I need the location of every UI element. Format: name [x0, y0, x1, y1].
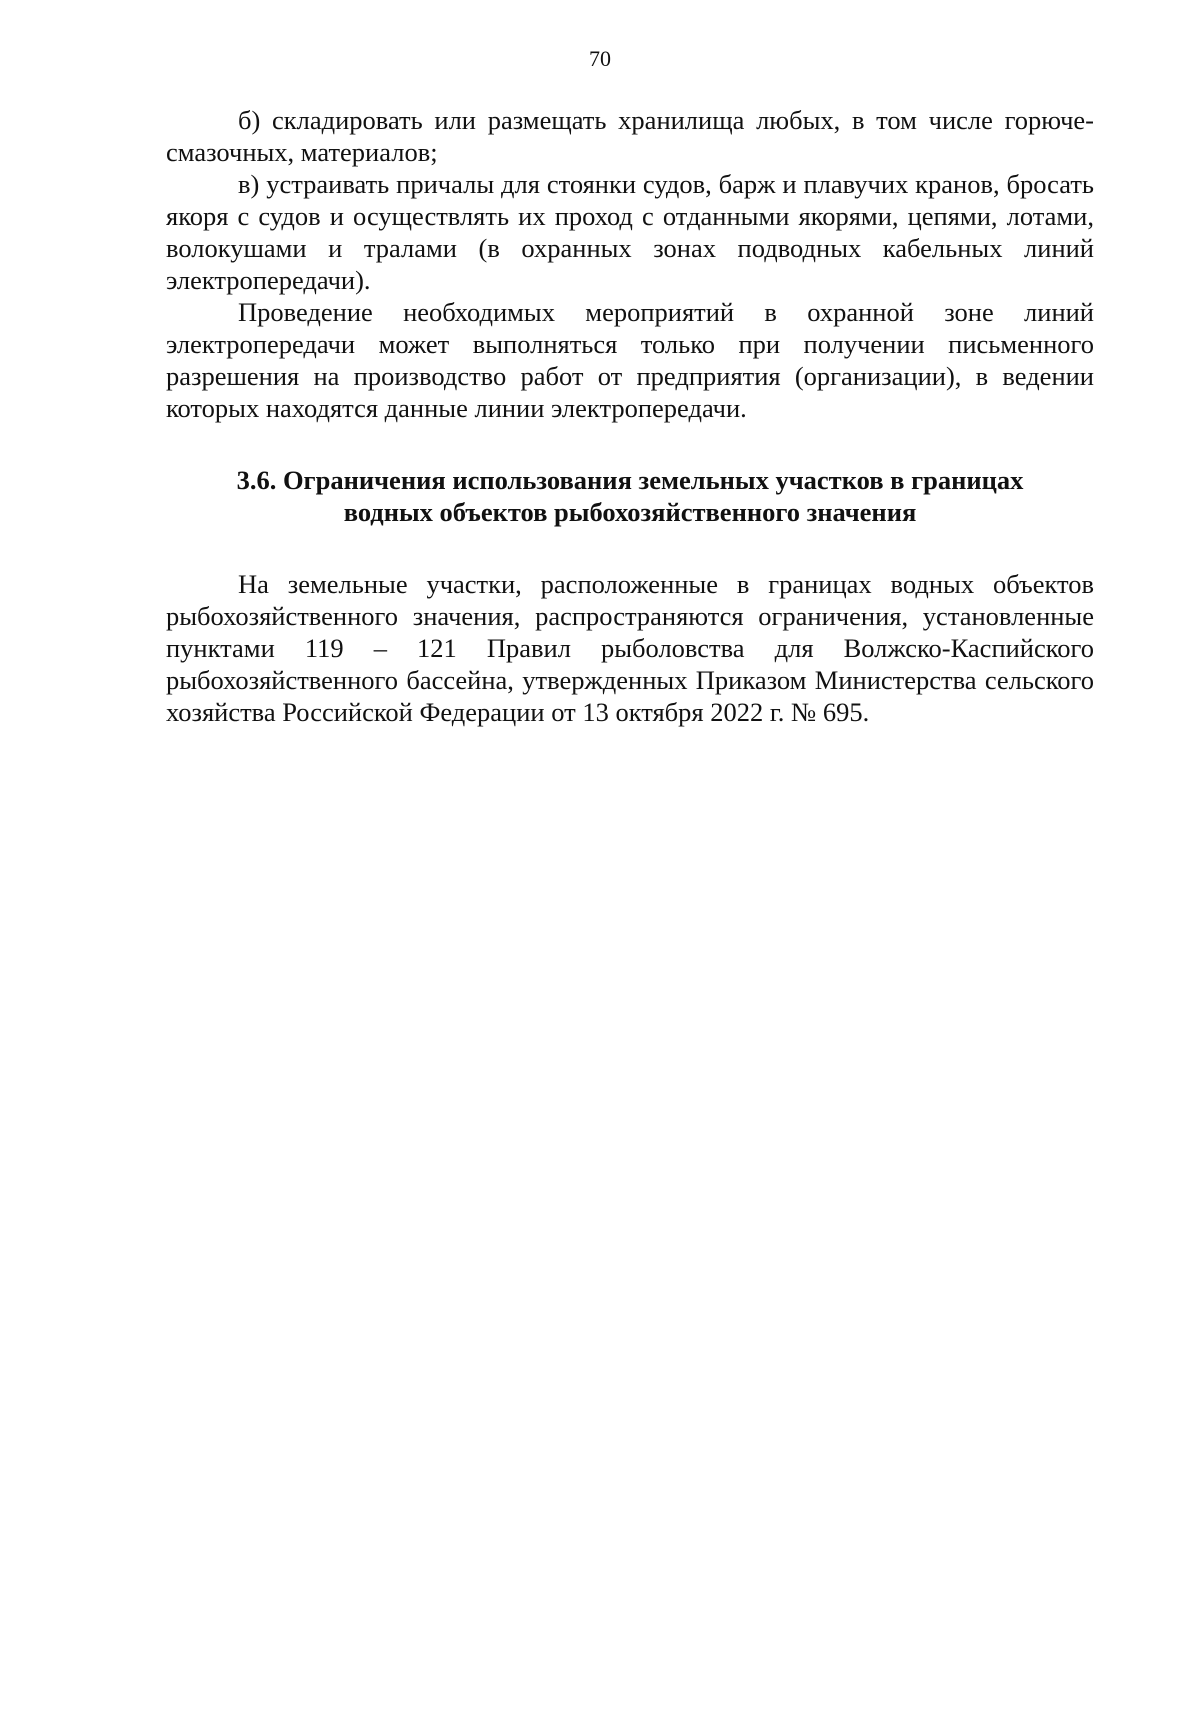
paragraph-fishery-restrictions: На земельные участки, расположенные в границах водных объектов рыбохозяйственного значения, распространяются ограничения, установленные пунктами 119 – 121 Правил рыболовства для Волжско-Каспийского рыбохозяйственного бассейна, утвержденных Приказом Министерства сельского хозяйства Российской Федерации от 13 октября 2022 г. № 695. — [166, 569, 1094, 727]
section-heading-line-2: водных объектов рыбохозяйственного значения — [343, 497, 917, 527]
page-number: 70 — [589, 46, 611, 71]
paragraph-permission: Проведение необходимых мероприятий в охранной зоне линий электропередачи может выполняться только при получении письменного разрешения на производство работ от предприятия (организации), в ведении которых находятся данные линии электропередачи. — [166, 297, 1094, 423]
section-heading-line-1: 3.6. Ограничения использования земельных участков в границах — [236, 465, 1024, 495]
section-heading — [166, 464, 1094, 528]
paragraph-item-b: б) складировать или размещать хранилища любых, в том числе горюче-смазочных, материалов; — [166, 105, 1094, 167]
document-body — [166, 104, 1094, 728]
paragraph-item-v: в) устраивать причалы для стоянки судов, барж и плавучих кранов, бросать якоря с судов и осуществлять их проход с отданными якорями, цепями, лотами, волокушами и тралами (в охранных зонах подводных кабельных линий электропередачи). — [166, 169, 1094, 295]
